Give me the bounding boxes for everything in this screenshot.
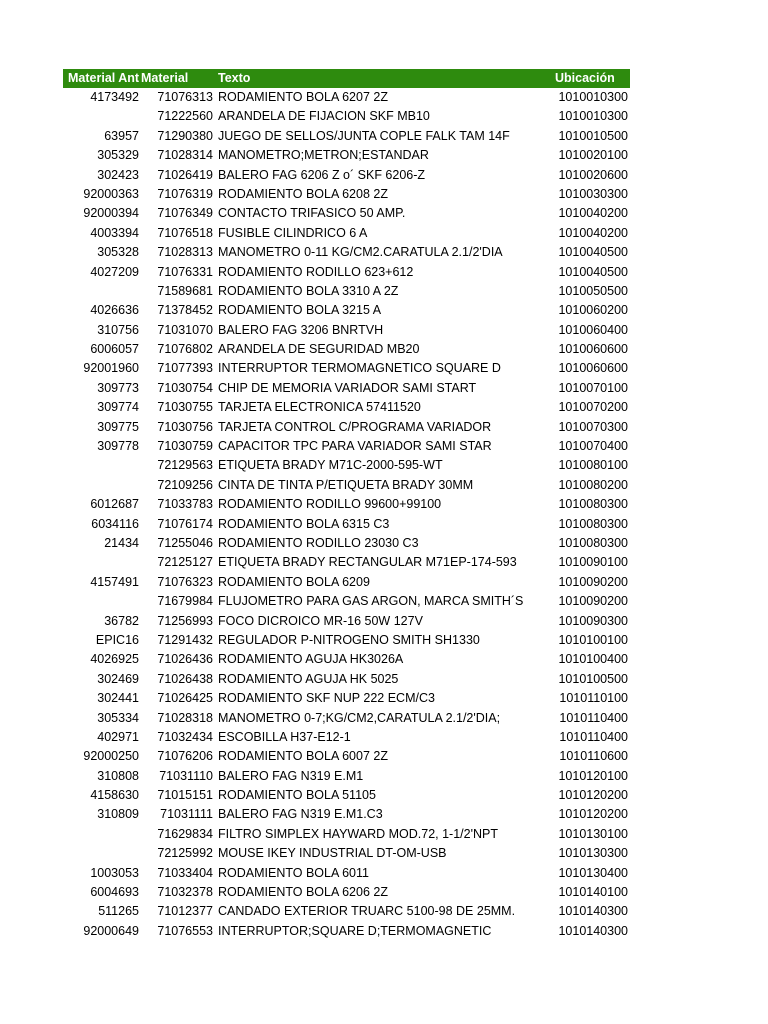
cell-texto[interactable]: CHIP DE MEMORIA VARIADOR SAMI START xyxy=(218,380,477,395)
cell-material[interactable]: 72125992 xyxy=(157,846,213,861)
cell-texto[interactable]: FILTRO SIMPLEX HAYWARD MOD.72, 1-1/2'NPT xyxy=(218,826,498,841)
cell-material[interactable]: 71012377 xyxy=(157,904,213,919)
table-row xyxy=(63,88,630,107)
cell-material-ant[interactable]: 4026925 xyxy=(90,652,139,667)
table-row xyxy=(63,185,630,204)
cell-material[interactable]: 71032434 xyxy=(157,729,213,744)
cell-material[interactable]: 71076313 xyxy=(157,90,213,104)
cell-ubicacion[interactable]: 1010080300 xyxy=(558,535,628,550)
cell-material[interactable]: 71076331 xyxy=(157,264,213,279)
cell-texto[interactable]: ETIQUETA BRADY RECTANGULAR M71EP-174-593 xyxy=(218,555,517,570)
table-row xyxy=(63,437,630,456)
cell-ubicacion[interactable]: 1010010500 xyxy=(558,128,628,143)
cell-material-ant[interactable]: 4157491 xyxy=(90,574,139,589)
cell-material[interactable]: 71030759 xyxy=(157,439,213,454)
cell-texto[interactable]: BALERO FAG N319 E.M1 xyxy=(218,768,364,783)
cell-texto[interactable]: MANOMETRO 0-11 KG/CM2.CARATULA 2.1/2'DIA xyxy=(218,245,503,260)
cell-material[interactable]: 71255046 xyxy=(157,535,213,550)
cell-material-ant[interactable]: 305329 xyxy=(97,148,139,163)
cell-material[interactable]: 71076174 xyxy=(157,516,213,531)
cell-material-ant[interactable]: 309778 xyxy=(97,439,139,454)
cell-material-ant[interactable]: 309775 xyxy=(97,419,139,434)
cell-texto[interactable]: RODAMIENTO RODILLO 23030 C3 xyxy=(218,535,419,550)
cell-ubicacion[interactable]: 1010140300 xyxy=(558,923,628,938)
cell-texto[interactable]: RODAMIENTO BOLA 3310 A 2Z xyxy=(218,283,399,298)
cell-texto[interactable]: FOCO DICROICO MR-16 50W 127V xyxy=(218,613,423,628)
cell-material-ant[interactable]: 36782 xyxy=(104,613,139,628)
cell-ubicacion[interactable]: 1010040500 xyxy=(558,264,628,279)
table-row xyxy=(63,263,630,282)
table-row xyxy=(63,495,630,514)
cell-texto[interactable]: MANOMETRO 0-7;KG/CM2,CARATULA 2.1/2'DIA; xyxy=(218,710,501,725)
cell-material-ant[interactable]: 309774 xyxy=(97,400,139,415)
cell-ubicacion[interactable]: 1010130300 xyxy=(558,846,628,861)
table-row xyxy=(63,573,630,592)
cell-material-ant[interactable]: 511265 xyxy=(98,904,139,919)
cell-texto[interactable]: BALERO FAG N319 E.M1.C3 xyxy=(218,807,383,822)
cell-texto[interactable]: RODAMIENTO BOLA 6206 2Z xyxy=(218,885,388,900)
cell-material-ant[interactable]: 4158630 xyxy=(90,788,139,803)
cell-material[interactable]: 71032378 xyxy=(157,885,213,900)
table-row xyxy=(63,922,630,941)
cell-ubicacion[interactable]: 1010090200 xyxy=(558,574,628,589)
cell-material[interactable]: 71026425 xyxy=(157,691,213,706)
cell-material-ant[interactable]: 310808 xyxy=(97,768,139,783)
cell-material-ant[interactable]: 305334 xyxy=(97,710,139,725)
cell-material[interactable]: 71256993 xyxy=(157,613,213,628)
cell-material[interactable]: 71030756 xyxy=(157,419,213,434)
table-row xyxy=(63,243,630,262)
table-row xyxy=(63,282,630,301)
cell-ubicacion[interactable]: 1010020100 xyxy=(558,148,628,163)
table-row xyxy=(63,805,630,824)
cell-ubicacion[interactable]: 1010120200 xyxy=(558,788,628,803)
cell-texto[interactable]: RODAMIENTO BOLA 6315 C3 xyxy=(218,516,390,531)
table-row xyxy=(63,670,630,689)
table-row xyxy=(63,515,630,534)
cell-material-ant[interactable]: 6034116 xyxy=(91,516,139,531)
cell-material-ant[interactable]: 310809 xyxy=(97,807,139,822)
cell-material-ant[interactable]: 92000363 xyxy=(83,186,139,201)
cell-ubicacion[interactable]: 1010110400 xyxy=(559,710,628,725)
cell-texto[interactable]: CONTACTO TRIFASICO 50 AMP. xyxy=(218,206,406,221)
cell-ubicacion[interactable]: 1010090300 xyxy=(558,613,628,628)
cell-texto[interactable]: RODAMIENTO BOLA 3215 A xyxy=(218,303,382,318)
cell-material-ant[interactable]: 1003053 xyxy=(90,865,139,880)
cell-material[interactable]: 71026419 xyxy=(157,167,213,182)
table-row xyxy=(63,204,630,223)
cell-material-ant[interactable]: 302423 xyxy=(97,167,139,182)
cell-texto[interactable]: INTERRUPTOR TERMOMAGNETICO SQUARE D xyxy=(218,361,501,376)
cell-texto[interactable]: RODAMIENTO BOLA 6007 2Z xyxy=(218,749,388,764)
cell-texto[interactable]: BALERO FAG 3206 BNRTVH xyxy=(218,322,384,337)
cell-material-ant[interactable]: 92000649 xyxy=(83,923,139,938)
cell-material-ant[interactable]: 402971 xyxy=(97,729,139,744)
cell-material[interactable]: 71076349 xyxy=(157,206,213,221)
spreadsheet-table xyxy=(63,69,630,941)
cell-material[interactable]: 71222560 xyxy=(157,109,213,124)
header-material[interactable]: Material xyxy=(141,69,201,88)
table-row xyxy=(63,883,630,902)
cell-ubicacion[interactable]: 1010080300 xyxy=(558,497,628,512)
cell-ubicacion[interactable]: 1010060400 xyxy=(558,322,628,337)
cell-material-ant[interactable]: 6006057 xyxy=(90,342,139,357)
cell-texto[interactable]: RODAMIENTO BOLA 6207 2Z xyxy=(218,90,388,104)
cell-material[interactable]: 71679984 xyxy=(157,594,213,609)
cell-ubicacion[interactable]: 1010070300 xyxy=(558,419,628,434)
cell-ubicacion[interactable]: 1010090200 xyxy=(558,594,628,609)
cell-texto[interactable]: RODAMIENTO BOLA 6011 xyxy=(218,865,369,880)
cell-material-ant[interactable]: 305328 xyxy=(97,245,139,260)
table-row xyxy=(63,107,630,126)
table-row xyxy=(63,418,630,437)
cell-ubicacion[interactable]: 1010080300 xyxy=(558,516,628,531)
cell-material[interactable]: 71031110 xyxy=(159,768,213,783)
table-row xyxy=(63,456,630,475)
cell-texto[interactable]: RODAMIENTO BOLA 6209 xyxy=(218,574,370,589)
cell-texto[interactable]: REGULADOR P-NITROGENO SMITH SH1330 xyxy=(218,632,480,647)
cell-material-ant[interactable]: 4027209 xyxy=(90,264,139,279)
cell-material[interactable]: 71028313 xyxy=(157,245,213,260)
table-body xyxy=(63,88,630,941)
cell-ubicacion[interactable]: 1010070100 xyxy=(558,380,628,395)
cell-ubicacion[interactable]: 1010030300 xyxy=(558,186,628,201)
cell-ubicacion[interactable]: 1010040200 xyxy=(558,206,628,221)
table-row xyxy=(63,747,630,766)
cell-texto[interactable]: BALERO FAG 6206 Z o´ SKF 6206-Z xyxy=(218,167,426,182)
cell-texto[interactable]: RODAMIENTO SKF NUP 222 ECM/C3 xyxy=(218,691,435,706)
cell-material[interactable]: 71077393 xyxy=(157,361,213,376)
cell-ubicacion[interactable]: 1010040500 xyxy=(558,245,628,260)
table-row xyxy=(63,902,630,921)
cell-material[interactable]: 71589681 xyxy=(157,283,213,298)
cell-material-ant[interactable]: 310756 xyxy=(97,322,139,337)
table-row xyxy=(63,146,630,165)
cell-texto[interactable]: RODAMIENTO BOLA 6208 2Z xyxy=(218,186,388,201)
cell-material[interactable]: 71031070 xyxy=(157,322,213,337)
cell-material-ant[interactable]: 6012687 xyxy=(90,497,139,512)
cell-material[interactable]: 71076518 xyxy=(157,225,213,240)
cell-material[interactable]: 71378452 xyxy=(157,303,213,318)
cell-texto[interactable]: ARANDELA DE SEGURIDAD MB20 xyxy=(218,342,420,357)
cell-ubicacion[interactable]: 1010040200 xyxy=(558,225,628,240)
cell-ubicacion[interactable]: 1010110600 xyxy=(559,749,628,764)
cell-material-ant[interactable]: 4003394 xyxy=(90,225,139,240)
table-row xyxy=(63,592,630,611)
cell-material[interactable]: 71076553 xyxy=(157,923,213,938)
cell-material-ant[interactable]: EPIC16 xyxy=(95,632,139,647)
table-row xyxy=(63,728,630,747)
cell-material-ant[interactable]: 92001960 xyxy=(83,361,139,376)
table-row xyxy=(63,767,630,786)
header-texto[interactable]: Texto xyxy=(218,71,251,85)
table-row xyxy=(63,321,630,340)
cell-material[interactable]: 71076206 xyxy=(157,749,213,764)
cell-texto[interactable]: FLUJOMETRO PARA GAS ARGON, MARCA SMITH´S xyxy=(218,594,524,609)
cell-ubicacion[interactable]: 1010130400 xyxy=(558,865,628,880)
cell-texto[interactable]: CANDADO EXTERIOR TRUARC 5100-98 DE 25MM. xyxy=(218,904,516,919)
cell-ubicacion[interactable]: 1010140100 xyxy=(558,885,628,900)
header-ubicacion[interactable]: Ubicación xyxy=(555,71,615,85)
cell-texto[interactable]: INTERRUPTOR;SQUARE D;TERMOMAGNETIC xyxy=(218,923,492,938)
cell-ubicacion[interactable]: 1010070200 xyxy=(558,400,628,415)
table-row xyxy=(63,166,630,185)
table-row xyxy=(63,786,630,805)
cell-texto[interactable]: RODAMIENTO RODILLO 623+612 xyxy=(218,264,414,279)
cell-ubicacion[interactable]: 1010110400 xyxy=(559,729,628,744)
cell-material-ant[interactable]: 92000250 xyxy=(83,749,139,764)
cell-material[interactable]: 71033404 xyxy=(157,865,213,880)
table-row xyxy=(63,301,630,320)
cell-material-ant[interactable]: 92000394 xyxy=(83,206,139,221)
cell-texto[interactable]: TARJETA CONTROL C/PROGRAMA VARIADOR xyxy=(218,419,492,434)
cell-material[interactable]: 72109256 xyxy=(157,477,213,492)
table-row xyxy=(63,553,630,572)
table-row xyxy=(63,127,630,146)
cell-material[interactable]: 71028314 xyxy=(157,148,213,163)
cell-ubicacion[interactable]: 1010050500 xyxy=(558,283,628,298)
cell-material[interactable]: 71291432 xyxy=(157,632,213,647)
cell-texto[interactable]: RODAMIENTO BOLA 51105 xyxy=(218,788,376,803)
cell-material[interactable]: 71015151 xyxy=(157,788,213,803)
table-row xyxy=(63,709,630,728)
cell-ubicacion[interactable]: 1010100100 xyxy=(558,632,628,647)
cell-material-ant[interactable]: 4026636 xyxy=(90,303,139,318)
cell-texto[interactable]: ARANDELA DE FIJACION SKF MB10 xyxy=(218,109,430,124)
header-material-ant[interactable]: Material Ant xyxy=(68,71,140,85)
cell-material-ant[interactable]: 309773 xyxy=(97,380,139,395)
cell-texto[interactable]: CAPACITOR TPC PARA VARIADOR SAMI STAR xyxy=(218,439,492,454)
table-row xyxy=(63,398,630,417)
header-row xyxy=(63,69,630,88)
cell-material[interactable]: 71028318 xyxy=(157,710,213,725)
table-row xyxy=(63,359,630,378)
cell-ubicacion[interactable]: 1010080200 xyxy=(558,477,628,492)
table-row xyxy=(63,864,630,883)
table-row xyxy=(63,476,630,495)
cell-ubicacion[interactable]: 1010060600 xyxy=(558,361,628,376)
cell-texto[interactable]: TARJETA ELECTRONICA 57411520 xyxy=(218,400,421,415)
cell-material[interactable]: 72125127 xyxy=(157,555,213,570)
cell-ubicacion[interactable]: 1010120100 xyxy=(558,768,628,783)
cell-ubicacion[interactable]: 1010080100 xyxy=(558,458,628,473)
cell-ubicacion[interactable]: 1010090100 xyxy=(558,555,628,570)
cell-material-ant[interactable]: 302469 xyxy=(97,671,139,686)
cell-material[interactable]: 71076323 xyxy=(157,574,213,589)
cell-ubicacion[interactable]: 1010130100 xyxy=(558,826,628,841)
cell-ubicacion[interactable]: 1010020600 xyxy=(558,167,628,182)
cell-ubicacion[interactable]: 1010100500 xyxy=(558,671,628,686)
table-row xyxy=(63,631,630,650)
cell-material-ant[interactable]: 21434 xyxy=(104,535,139,550)
cell-material[interactable]: 71026438 xyxy=(157,671,213,686)
cell-material[interactable]: 72129563 xyxy=(157,458,213,473)
cell-texto[interactable]: RODAMIENTO AGUJA HK3026A xyxy=(218,652,404,667)
table-row xyxy=(63,650,630,669)
cell-material-ant[interactable]: 302441 xyxy=(97,691,139,706)
cell-ubicacion[interactable]: 1010140300 xyxy=(558,904,628,919)
table-row xyxy=(63,825,630,844)
table-row xyxy=(63,340,630,359)
cell-material[interactable]: 71290380 xyxy=(157,128,213,143)
cell-material[interactable]: 71030755 xyxy=(157,400,213,415)
table-row xyxy=(63,844,630,863)
cell-material[interactable]: 71031111 xyxy=(160,807,213,822)
cell-texto[interactable]: RODAMIENTO RODILLO 99600+99100 xyxy=(218,497,442,512)
table-row xyxy=(63,689,630,708)
cell-ubicacion[interactable]: 1010120200 xyxy=(558,807,628,822)
cell-ubicacion[interactable]: 1010010300 xyxy=(558,109,628,124)
cell-material[interactable]: 71026436 xyxy=(157,652,213,667)
cell-material[interactable]: 71033783 xyxy=(157,497,213,512)
cell-ubicacion[interactable]: 1010010300 xyxy=(558,90,628,104)
cell-ubicacion[interactable]: 1010110100 xyxy=(559,691,628,706)
cell-material[interactable]: 71629834 xyxy=(157,826,213,841)
cell-material-ant[interactable]: 6004693 xyxy=(90,885,139,900)
cell-ubicacion[interactable]: 1010060600 xyxy=(558,342,628,357)
cell-texto[interactable]: ETIQUETA BRADY M71C-2000-595-WT xyxy=(218,458,443,473)
cell-texto[interactable]: MANOMETRO;METRON;ESTANDAR xyxy=(218,148,429,163)
cell-material[interactable]: 71076319 xyxy=(157,186,213,201)
cell-texto[interactable]: MOUSE IKEY INDUSTRIAL DT-OM-USB xyxy=(218,846,447,861)
cell-ubicacion[interactable]: 1010060200 xyxy=(558,303,628,318)
cell-material-ant[interactable]: 63957 xyxy=(104,128,139,143)
cell-texto[interactable]: CINTA DE TINTA P/ETIQUETA BRADY 30MM xyxy=(218,477,474,492)
cell-texto[interactable]: ESCOBILLA H37-E12-1 xyxy=(218,729,351,744)
cell-texto[interactable]: RODAMIENTO AGUJA HK 5025 xyxy=(218,671,399,686)
cell-texto[interactable]: FUSIBLE CILINDRICO 6 A xyxy=(218,225,368,240)
table-row xyxy=(63,612,630,631)
cell-material[interactable]: 71030754 xyxy=(157,380,213,395)
cell-material[interactable]: 71076802 xyxy=(157,342,213,357)
table-row xyxy=(63,534,630,553)
cell-texto[interactable]: JUEGO DE SELLOS/JUNTA COPLE FALK TAM 14F xyxy=(218,128,510,143)
cell-ubicacion[interactable]: 1010070400 xyxy=(558,439,628,454)
table-row xyxy=(63,224,630,243)
cell-material-ant[interactable]: 4173492 xyxy=(90,90,139,104)
cell-ubicacion[interactable]: 1010100400 xyxy=(558,652,628,667)
table-row xyxy=(63,379,630,398)
